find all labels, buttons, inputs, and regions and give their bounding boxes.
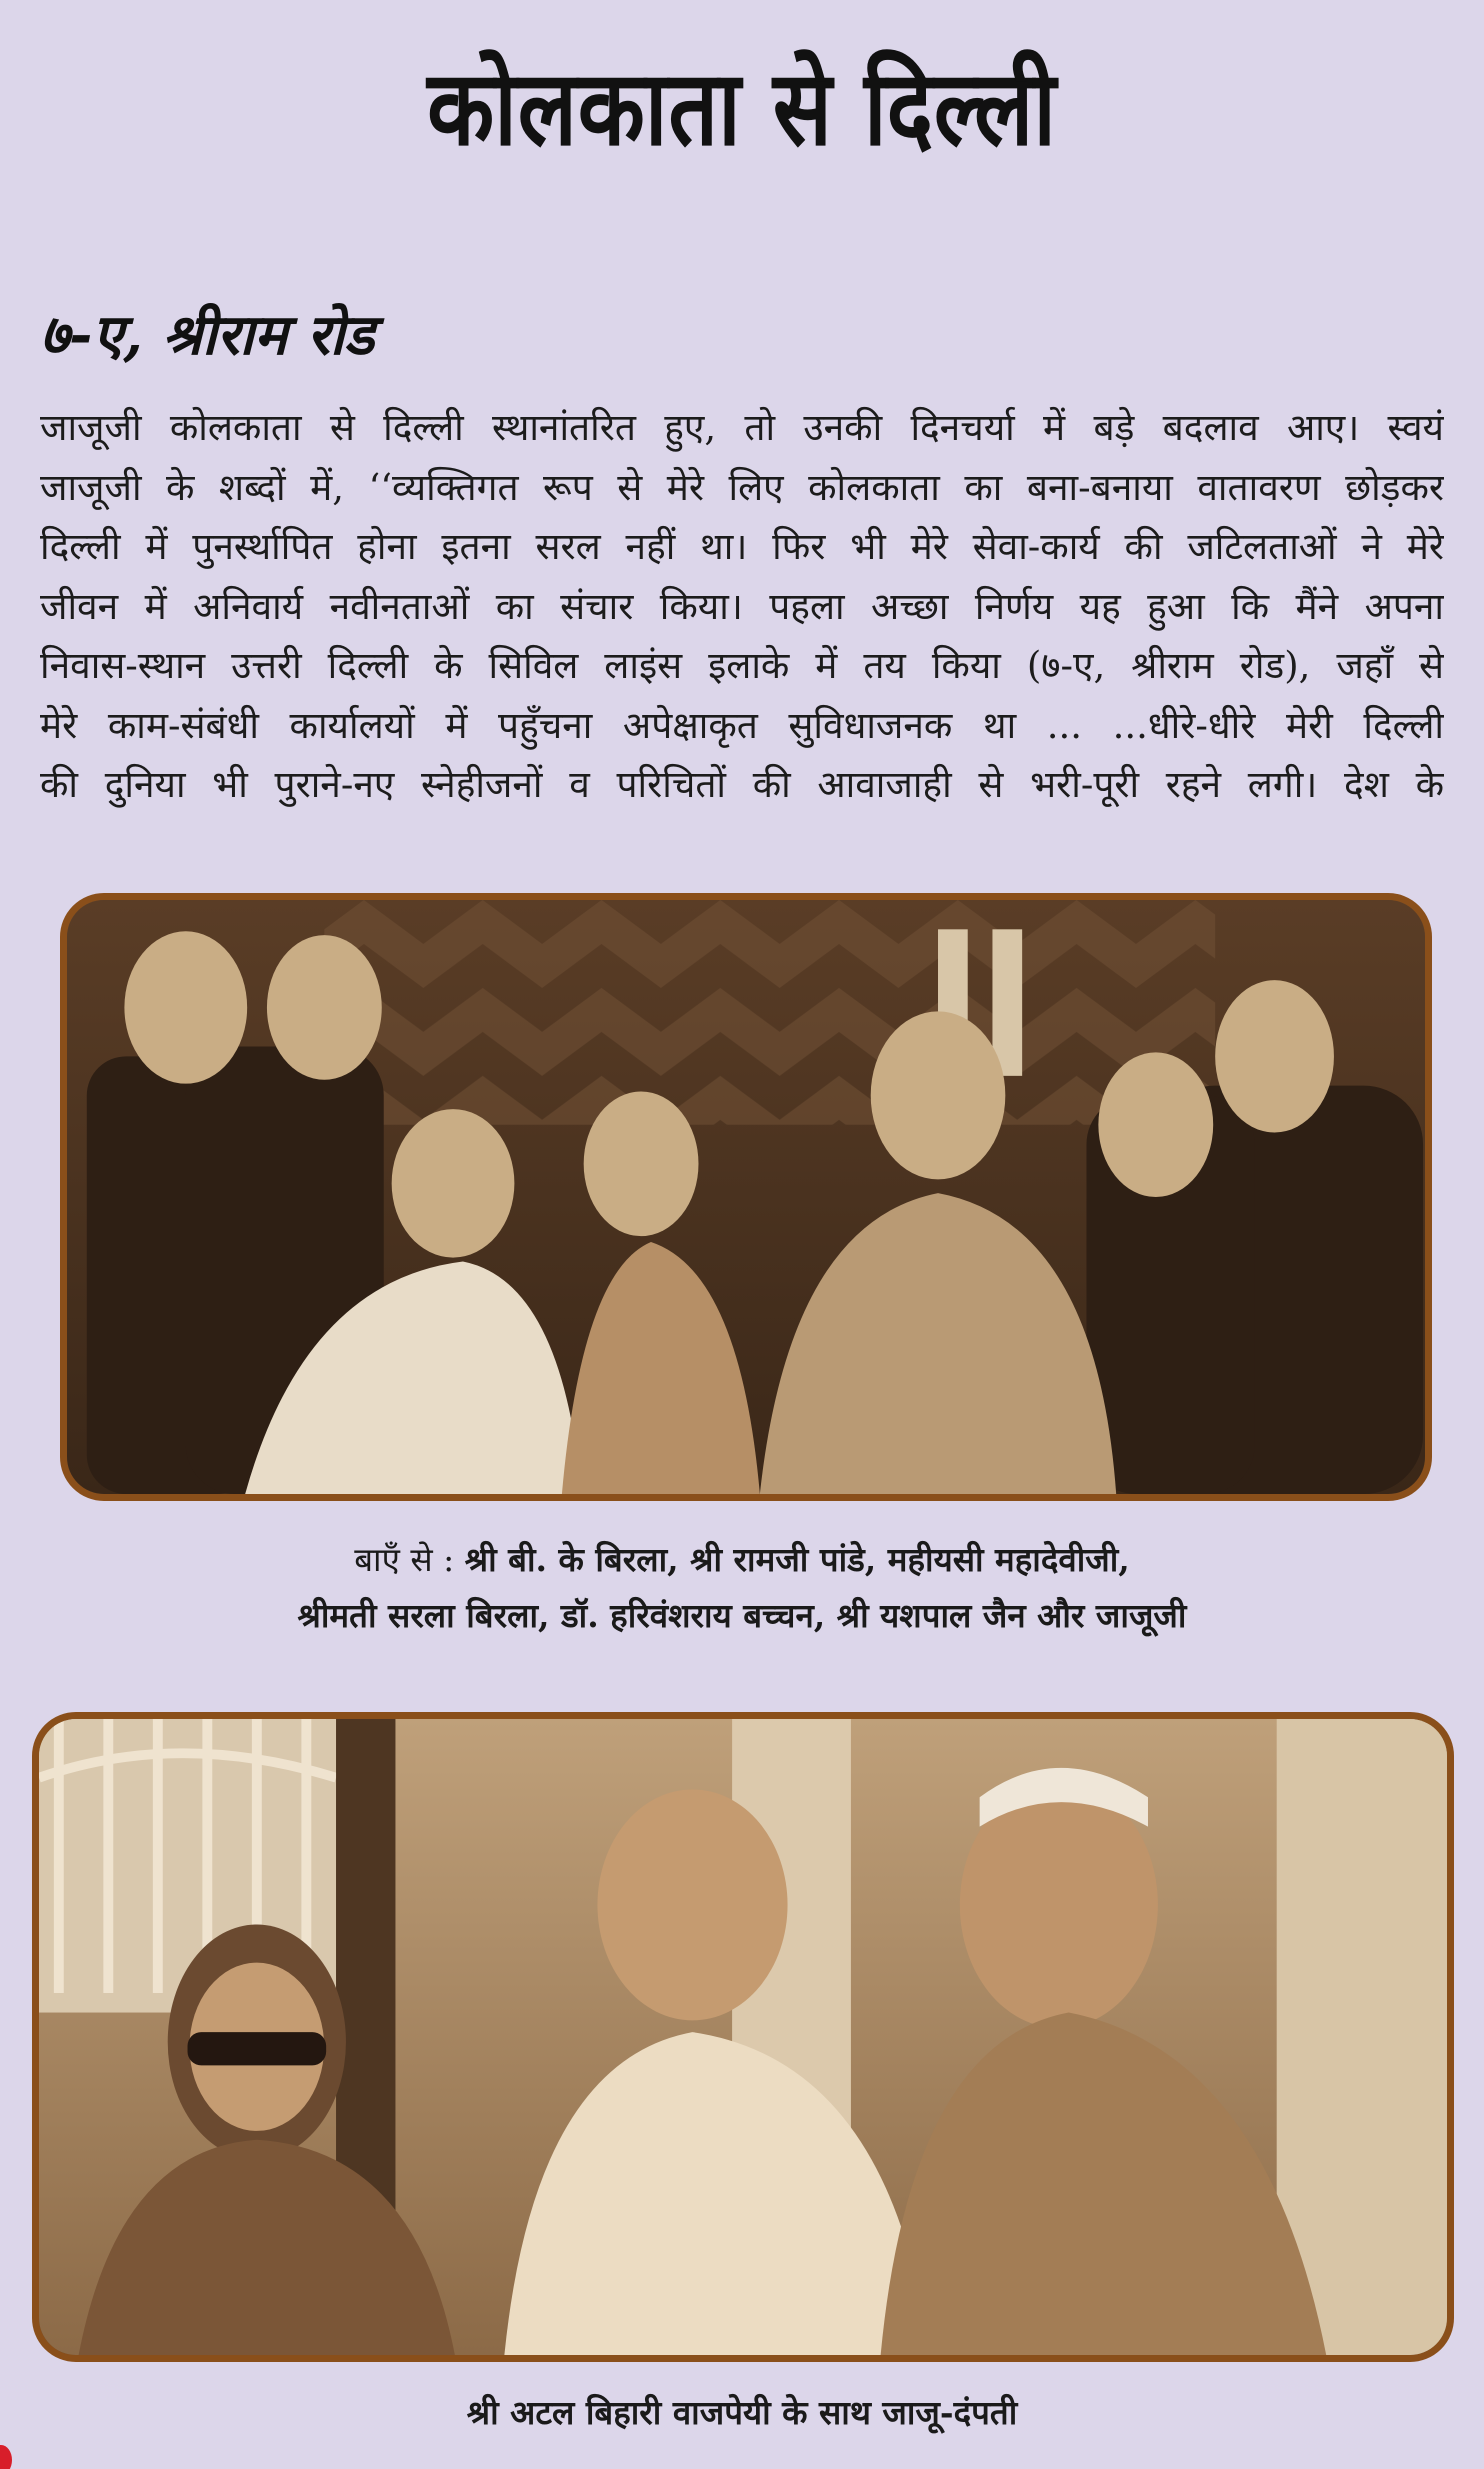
- paragraph-line: निवास-स्थान उत्तरी दिल्ली के सिविल लाइंस इलाके में तय किया (७-ए, श्रीराम रोड), जहाँ से: [40, 644, 1444, 687]
- paragraph-line: मेरे काम-संबंधी कार्यालयों में पहुँचना अपेक्षाकृत सुविधाजनक था ... ...धीरे-धीरे मेरी दिल्ली: [40, 703, 1444, 747]
- caption-line-1: श्री बी. के बिरला, श्री रामजी पांडे, महीयसी महादेवीजी,: [464, 1540, 1130, 1579]
- paragraph-line: जाजूजी के शब्दों में, ‘‘व्यक्तिगत रूप से मेरे लिए कोलकाता का बना-बनाया वातावरण छोड़कर: [40, 465, 1444, 509]
- paragraph-line: दिल्ली में पुनर्स्थापित होना इतना सरल नहीं था। फिर भी मेरे सेवा-कार्य की जटिलताओं ने मेरे: [40, 525, 1444, 568]
- page-corner-mark: [0, 2445, 12, 2469]
- group-photo-caption: [0, 1532, 1484, 1644]
- body-paragraph: [40, 398, 1444, 815]
- paragraph-line: जीवन में अनिवार्य नवीनताओं का संचार किया। पहला अच्छा निर्णय यह हुआ कि मैंने अपना: [40, 584, 1444, 628]
- caption-line-2: श्रीमती सरला बिरला, डॉ. हरिवंशराय बच्चन, श्री यशपाल जैन और जाजूजी: [297, 1596, 1187, 1635]
- vajpayee-photo-image: [39, 1719, 1447, 2355]
- vajpayee-photo-caption: श्री अटल बिहारी वाजपेयी के साथ जाजू-दंपती: [466, 2393, 1018, 2432]
- section-heading: ७-ए, श्रीराम रोड: [40, 302, 375, 368]
- group-photo-image: [67, 900, 1425, 1494]
- caption-prefix: बाएँ से :: [354, 1540, 455, 1579]
- page-title: कोलकाता से दिल्ली: [427, 47, 1057, 169]
- vajpayee-photo: [32, 1712, 1454, 2362]
- paragraph-line: जाजूजी कोलकाता से दिल्ली स्थानांतरित हुए, तो उनकी दिनचर्या में बड़े बदलाव आए। स्वयं: [40, 406, 1444, 449]
- group-photo: [60, 893, 1432, 1501]
- paragraph-line: की दुनिया भी पुराने-नए स्नेहीजनों व परिचितों की आवाजाही से भरी-पूरी रहने लगी। देश के: [40, 763, 1444, 806]
